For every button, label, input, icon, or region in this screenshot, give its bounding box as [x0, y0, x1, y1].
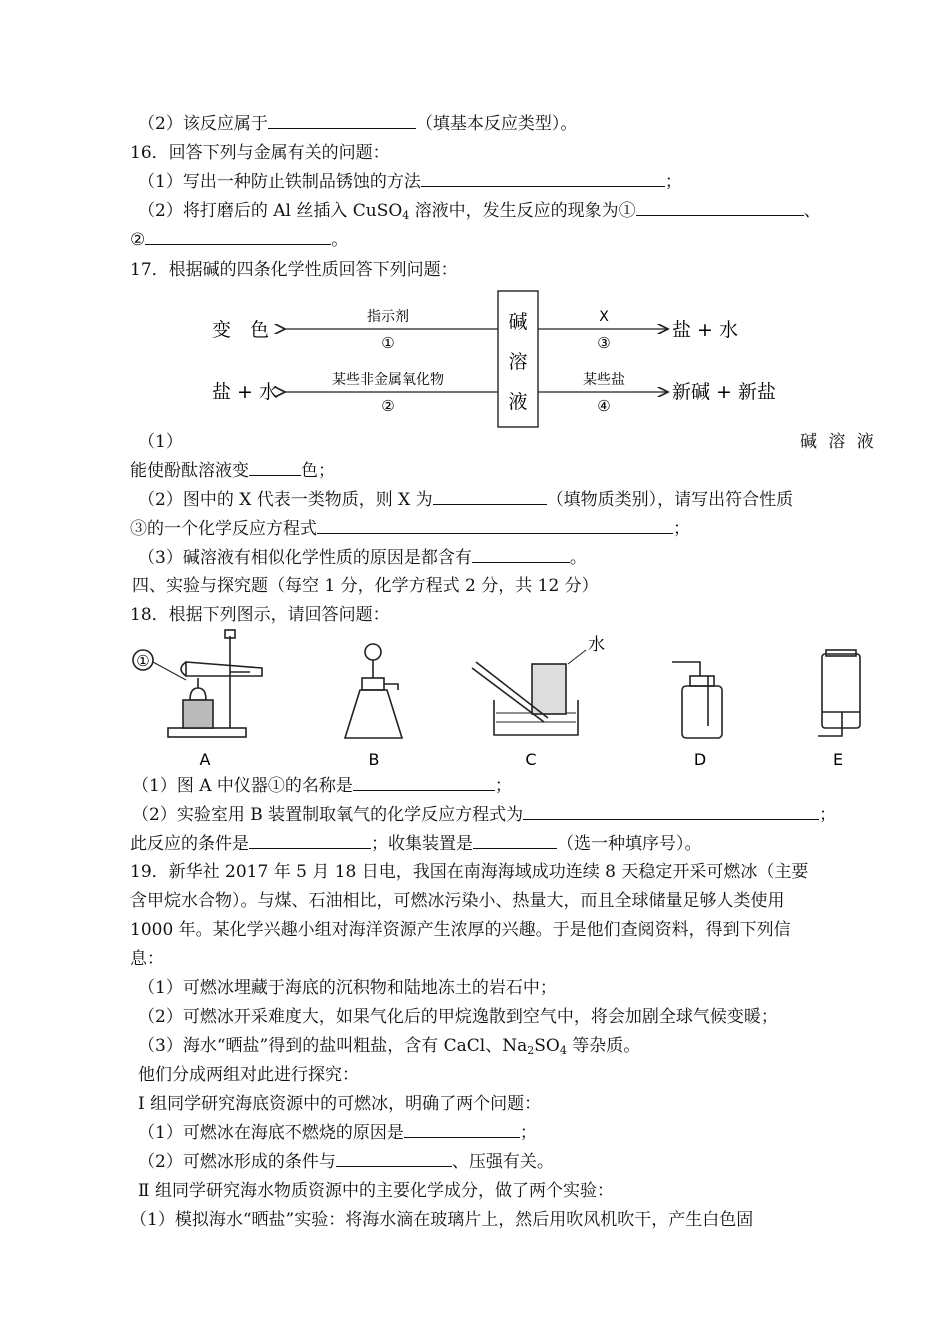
q19-info2: （2）可燃冰开采难度大，如果气化后的甲烷逸散到空气中，将会加剧全球气候变暖； — [138, 1007, 778, 1027]
q17-part3: （3）碱溶液有相似化学性质的原因是都含有 。 — [138, 548, 587, 568]
label-e: E — [832, 750, 844, 769]
q17-part1-b: 碱 溶 液 — [800, 432, 877, 452]
apparatus-a — [133, 630, 262, 737]
left-top-label: 指示剂 — [367, 309, 409, 325]
answer-blank[interactable] — [249, 459, 301, 476]
q17-part1-a: （1） — [138, 432, 183, 452]
apparatus-b — [345, 644, 402, 738]
q19-group2: Ⅱ 组同学研究海水物质资源中的主要化学成分，做了两个实验： — [138, 1181, 614, 1201]
apparatus-e — [818, 650, 860, 736]
right-bottom-label: 某些盐 — [583, 372, 625, 388]
q19-line2: 含甲烷水合物）。与煤、石油相比，可燃冰污染小、热量大，而且全球储量足够人类使用 — [130, 891, 785, 911]
apparatus-d — [672, 662, 722, 738]
label-d: D — [693, 750, 707, 769]
q19-groups: 他们分成两组对此进行探究： — [138, 1065, 359, 1085]
q15-line2: （2）该反应属于 （填基本反应类型）。 — [138, 114, 578, 134]
q19-group1: Ⅰ 组同学研究海底资源中的可燃冰，明确了两个问题： — [138, 1094, 542, 1114]
q19-group1-part2: （2）可燃冰形成的条件与 、压强有关。 — [138, 1152, 554, 1172]
q17-part2: （2）图中的 X 代表一类物质，则 X 为 （填物质类别），请写出符合性质 — [138, 490, 794, 510]
right-bottom-result: 新碱 + 新盐 — [672, 381, 776, 403]
q18-part1: （1）图 A 中仪器①的名称是 ； — [132, 776, 512, 796]
water-label: 水 — [588, 635, 605, 655]
answer-blank[interactable] — [523, 803, 819, 820]
q19-group2-part1: （1）模拟海水“晒盐”实验：将海水滴在玻璃片上，然后用吹风机吹干，产生白色固 — [130, 1210, 754, 1230]
q19-info3: （3）海水“晒盐”得到的盐叫粗盐，含有 CaCl、$Na_2SO_4$ 等杂质。 — [138, 1036, 641, 1057]
label-b: B — [368, 750, 380, 769]
q16-part1: （1）写出一种防止铁制品锈蚀的方法 ； — [138, 172, 682, 192]
answer-blank[interactable] — [336, 1150, 452, 1167]
label-c: C — [525, 750, 537, 769]
q18-part3: 此反应的条件是 ；收集装置是 （选一种填序号）。 — [130, 834, 702, 854]
right-bottom-num: ④ — [597, 397, 611, 415]
q17-part1-c: 能使酚酞溶液变 色； — [130, 461, 335, 481]
answer-blank[interactable] — [433, 488, 547, 505]
q16-part2-cont: ② 。 — [130, 230, 349, 250]
answer-blank[interactable] — [249, 832, 371, 849]
answer-blank[interactable] — [317, 517, 673, 534]
center-char: 溶 — [508, 351, 528, 373]
q19-line3: 1000 年。某化学兴趣小组对海洋资源产生浓厚的兴趣。于是他们查阅资料，得到下列信 — [130, 920, 791, 940]
q18-title: 18．根据下列图示，请回答问题： — [130, 605, 390, 625]
answer-blank[interactable] — [404, 1121, 520, 1138]
center-char: 液 — [508, 391, 528, 413]
left-top-num: ① — [381, 334, 395, 352]
answer-blank[interactable] — [473, 832, 557, 849]
left-bottom-num: ② — [381, 397, 395, 415]
q17-title: 17．根据碱的四条化学性质回答下列问题： — [130, 260, 458, 280]
q19-info1: （1）可燃冰埋藏于海底的沉积物和陆地冻土的岩石中； — [138, 978, 557, 998]
q18-part2: （2）实验室用 B 装置制取氧气的化学反应方程式为 ； — [132, 805, 837, 825]
q19-line1: 19．新华社 2017 年 5 月 18 日电，我国在南海海域成功连续 8 天稳定开采可燃冰（主要 — [130, 862, 809, 882]
q19-group1-part1: （1）可燃冰在海底不燃烧的原因是 ； — [138, 1123, 537, 1143]
left-bottom-result: 盐 + 水 — [212, 381, 278, 403]
q16-title: 16．回答下列与金属有关的问题： — [130, 143, 390, 163]
right-top-label: X — [599, 309, 609, 325]
right-top-num: ③ — [597, 334, 611, 352]
apparatus-c — [472, 650, 586, 735]
circle-label: ① — [136, 652, 150, 670]
left-bottom-label: 某些非金属氧化物 — [332, 372, 444, 388]
q16-part2: （2）将打磨后的 Al 丝插入 CuSO$_4$ 溶液中，发生反应的现象为① 、 — [138, 201, 821, 222]
q17-part2-cont: ③的一个化学反应方程式 ； — [130, 519, 690, 539]
answer-blank[interactable] — [472, 546, 570, 563]
answer-blank[interactable] — [353, 774, 495, 791]
q19-line4: 息： — [130, 949, 164, 969]
label-a: A — [199, 750, 211, 769]
right-top-result: 盐 + 水 — [672, 319, 738, 341]
section4-title: 四、实验与探究题（每空 1 分，化学方程式 2 分，共 12 分） — [132, 576, 599, 596]
left-top-result: 变 色 — [212, 319, 270, 341]
center-char: 碱 — [508, 311, 528, 333]
base-properties-diagram — [0, 0, 950, 440]
